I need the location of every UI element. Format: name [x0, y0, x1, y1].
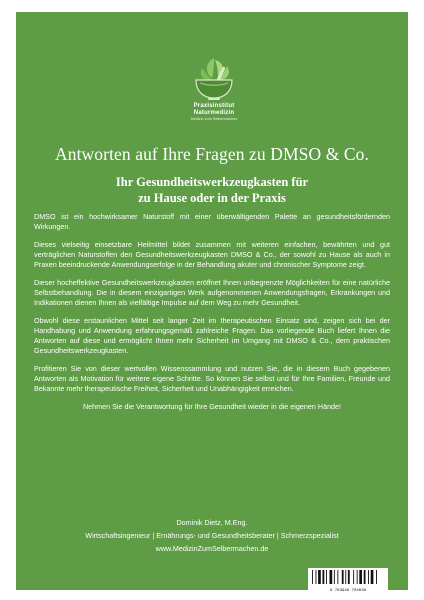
subheadline [16, 174, 408, 206]
isbn-barcode [308, 568, 388, 594]
closing-line: Nehmen Sie die Verantwortung für Ihre Gesundheit wieder in die eigenen Hände! [82, 402, 342, 411]
subheadline-line-1: Ihr Gesundheitswerkzeugkasten für [115, 175, 309, 189]
paragraph: Profitieren Sie von dieser wertvollen Wissenssammlung und nutzen Sie, die in diesem Buch gegebenen Antworten als Motivation für weitere eigene Schritte. So können Sie selbst und für Ihre Familien, Freunde und Bekannte mehr therapeutische Freiheit, Sicherheit und Unabhängigkeit erreichen. [34, 364, 390, 393]
author-name: Dominik Dietz, M.Eng. [176, 518, 248, 527]
author-block [16, 516, 408, 555]
barcode-number: 9 783949 704038 [329, 589, 366, 593]
blurb-text [34, 212, 390, 420]
logo-tagline: Medizin zum Selbermachen [190, 117, 238, 121]
author-website: www.MedizinZumSelbermachen.de [155, 544, 269, 553]
paragraph: Obwohl diese erstaunlichen Mittel seit langer Zeit im therapeutischen Einsatz sind, zeigen sich bei der Handhabung und Anwendung erfahrungsgemäß zahlreiche Fragen. Das vorliegende Buch liefert Ihnen die Antworten auf diese und ermöglicht Ihnen mehr Sicherheit im Umgang mit DMSO & Co., dem praktischen Gesundheitswerkzeugkasten. [34, 316, 390, 355]
logo-text-praxisinstitut: Praxisinstitut [193, 103, 235, 109]
paragraph: Dieses vielseitig einsetzbare Heilmittel bildet zusammen mit weiteren einfachen, bewährten und gut verträglichen Naturstoffen den Gesundheitswerkzeugkasten DMSO & Co., der sowohl zu Hause als auch in Praxen beeindruckende Anwendungserfolge in der Behandlung akuter und chronischer Symptome zeigt. [34, 240, 390, 269]
back-cover [16, 12, 408, 593]
author-titles: Wirtschaftsingenieur | Ernährungs- und Gesundheitsberater | Schmerzspezialist [85, 531, 339, 540]
headline: Antworten auf Ihre Fragen zu DMSO & Co. [55, 144, 369, 164]
logo-text-naturmedizin: Naturmedizin [193, 110, 235, 116]
paragraph: DMSO ist ein hochwirksamer Naturstoff mit einer überwältigenden Palette an gesundheitsfördernden Wirkungen. [34, 212, 390, 231]
subheadline-line-2: zu Hause oder in der Praxis [138, 191, 286, 205]
paragraph: Dieser hocheffektive Gesundheitswerkzeugkasten eröffnet Ihnen unbegrenzte Möglichkeiten für eine natürliche Selbstbehandlung. Die in diesem einzigartigen Werk aufgenommenen Anwendungsfragen, Erkrankungen und Indikationen dienen Ihnen als vielfältige Impulse auf dem Weg zu mehr Gesundheit. [34, 278, 390, 307]
barcode-bars-icon [308, 568, 388, 588]
